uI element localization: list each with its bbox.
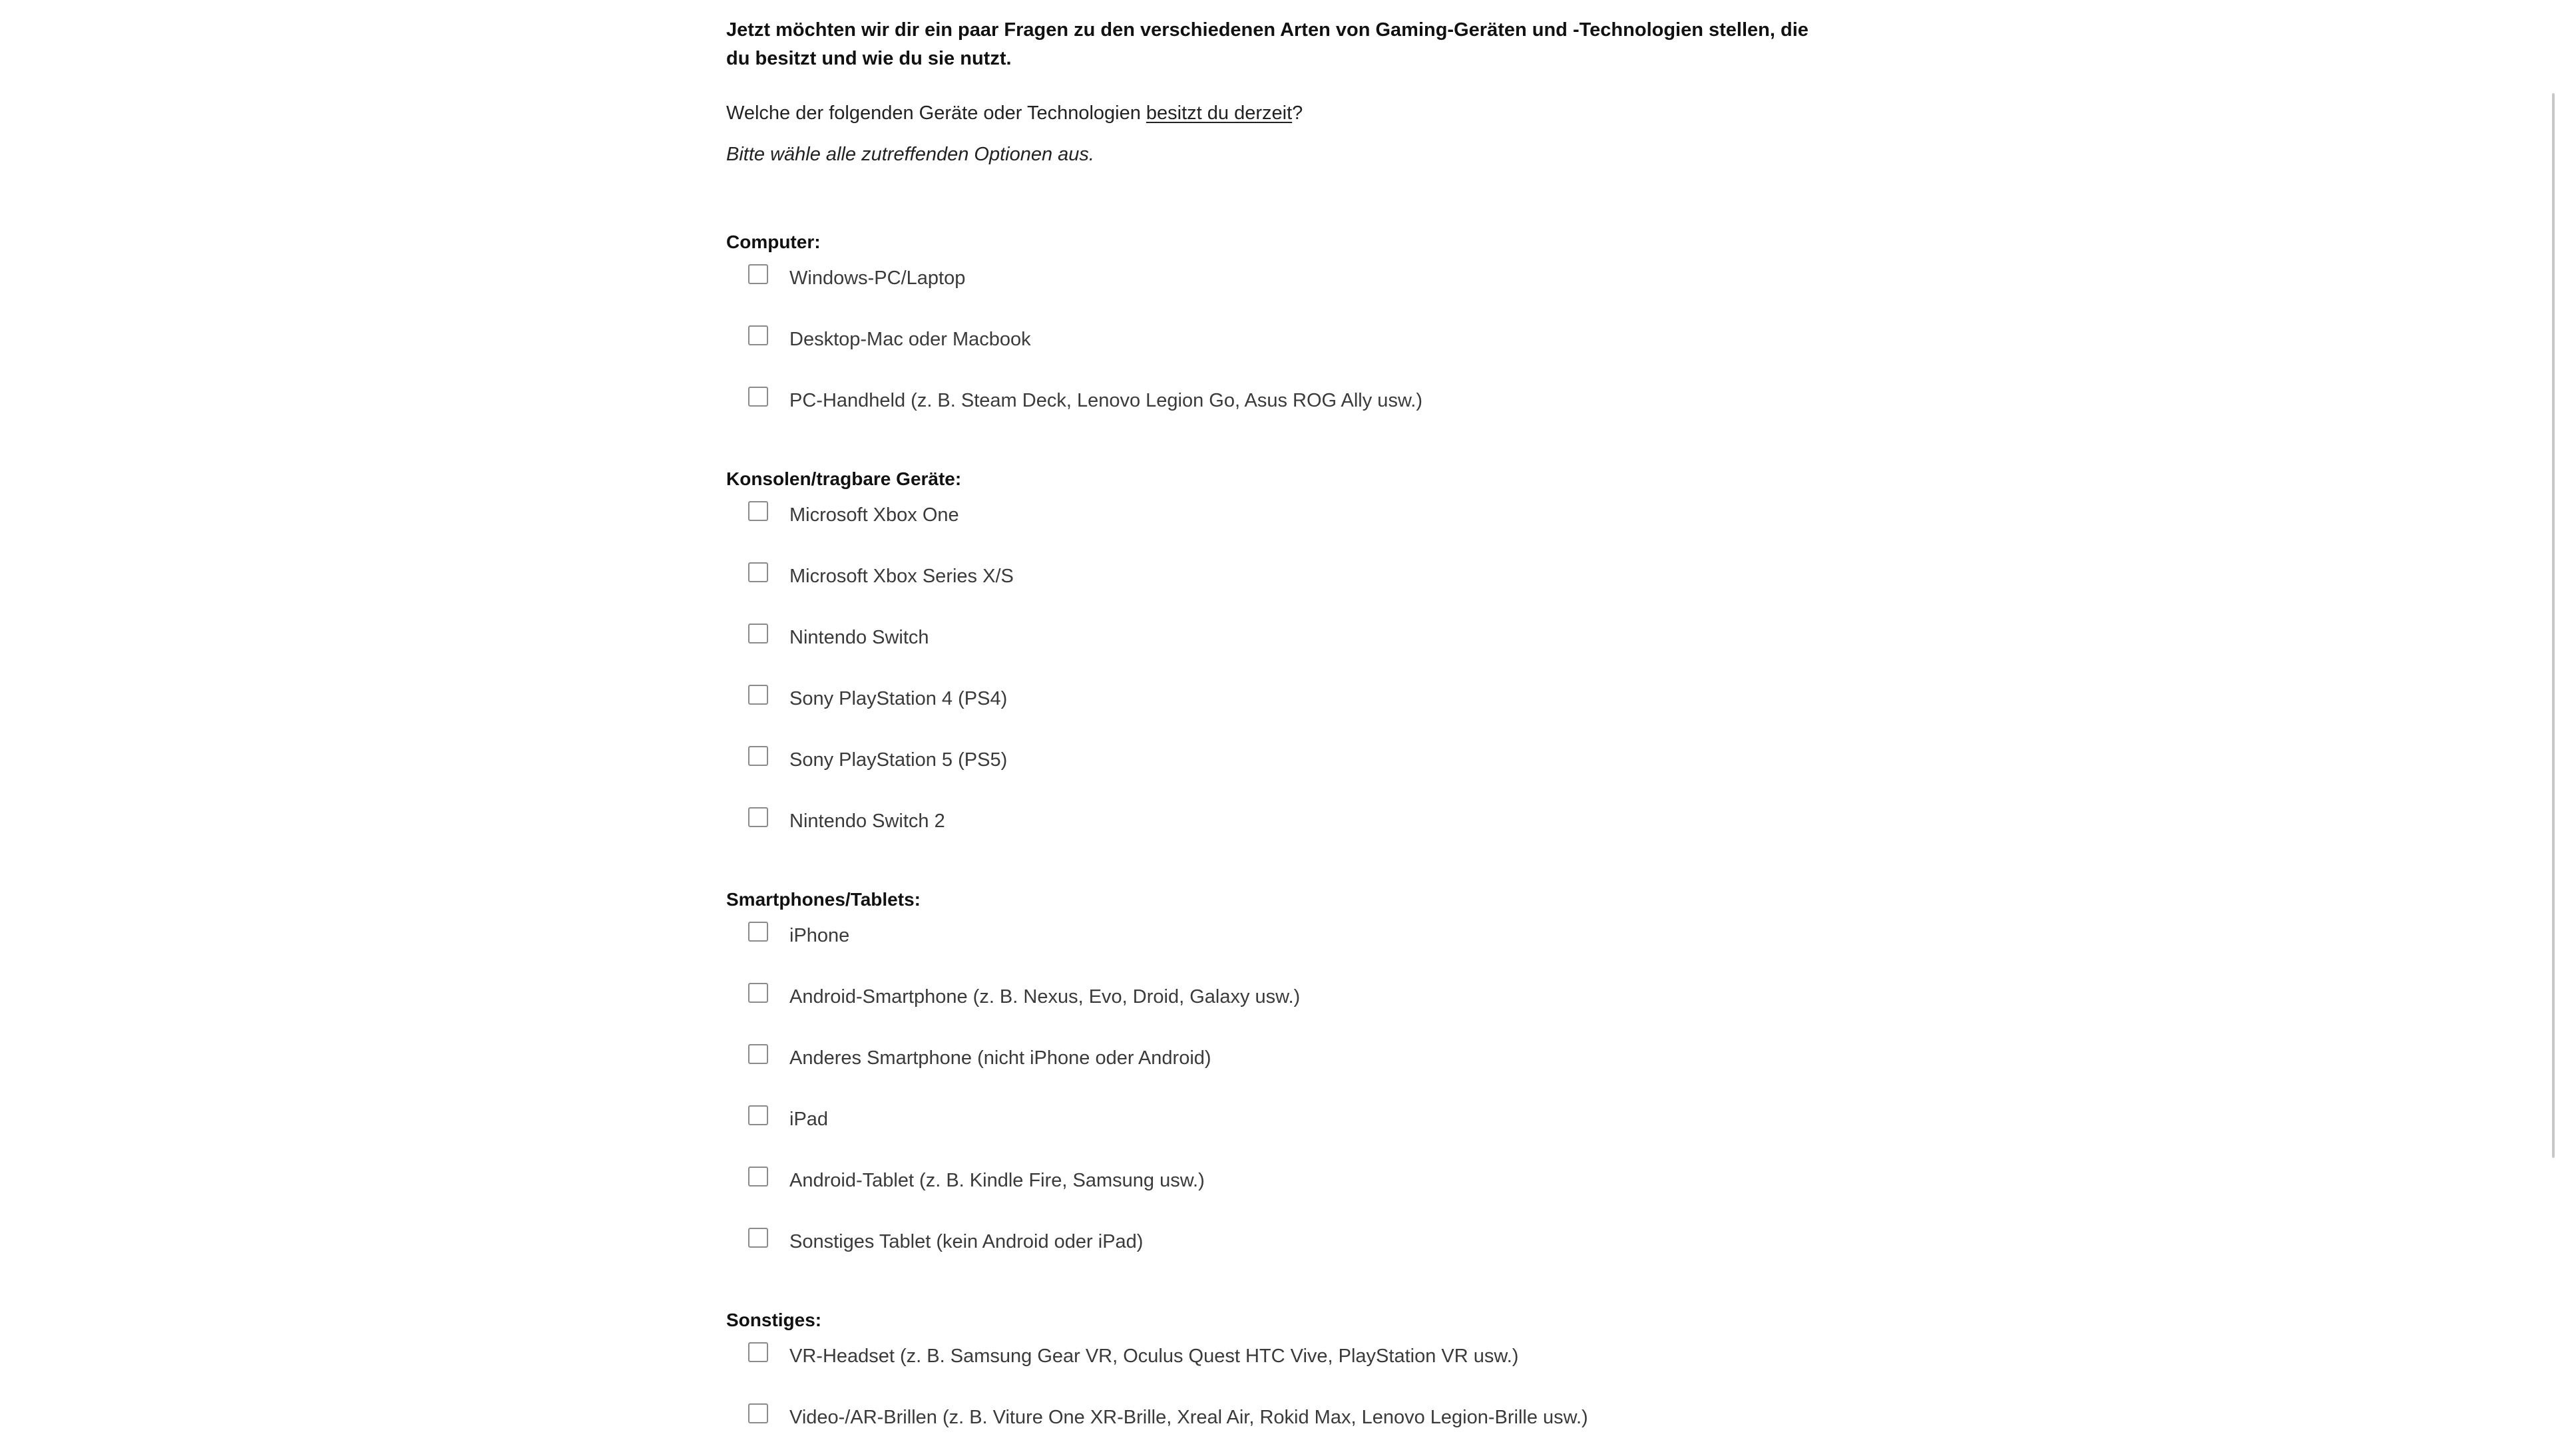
- checkbox-option[interactable]: [726, 1097, 1831, 1158]
- checkbox[interactable]: [748, 983, 768, 1003]
- checkbox-option[interactable]: [726, 492, 1831, 554]
- checkbox-label[interactable]: Nintendo Switch: [789, 627, 929, 648]
- group-title: Smartphones/Tablets:: [726, 889, 921, 910]
- question-prefix: Welche der folgenden Geräte oder Technologien: [726, 102, 1146, 124]
- question-emphasis: besitzt du derzeit: [1146, 102, 1293, 124]
- option-group: [726, 886, 1831, 1280]
- checkbox[interactable]: [748, 1044, 768, 1064]
- checkbox-option[interactable]: [726, 1334, 1831, 1395]
- checkbox-option[interactable]: [726, 1219, 1831, 1280]
- checkbox[interactable]: [748, 746, 768, 766]
- checkbox-option[interactable]: [726, 676, 1831, 737]
- intro-text: Jetzt möchten wir dir ein paar Fragen zu den verschiedenen Arten von Gaming-Geräten und -Technologien stellen, die du besitzt und wie du sie nutzt.: [726, 19, 1809, 69]
- checkbox[interactable]: [748, 562, 768, 582]
- option-groups: [726, 229, 1831, 1456]
- checkbox-option[interactable]: [726, 1395, 1831, 1456]
- scrollbar[interactable]: [2549, 0, 2556, 1437]
- checkbox-label[interactable]: iPhone: [789, 925, 850, 946]
- checkbox-option[interactable]: [726, 317, 1831, 378]
- checkbox[interactable]: [748, 685, 768, 705]
- question-suffix: ?: [1292, 102, 1303, 124]
- checkbox-option[interactable]: [726, 974, 1831, 1035]
- checkbox[interactable]: [748, 807, 768, 827]
- checkbox-option[interactable]: [726, 1158, 1831, 1219]
- checkbox-option[interactable]: [726, 554, 1831, 615]
- checkbox-option[interactable]: [726, 378, 1831, 439]
- checkbox-option[interactable]: [726, 737, 1831, 799]
- option-group: [726, 229, 1831, 439]
- option-group: [726, 1307, 1831, 1456]
- checkbox-label[interactable]: Video-/AR-Brillen (z. B. Viture One XR-Brille, Xreal Air, Rokid Max, Lenovo Legion-Brille usw.): [789, 1407, 1588, 1428]
- checkbox-option[interactable]: [726, 799, 1831, 860]
- checkbox[interactable]: [748, 1342, 768, 1362]
- checkbox-label[interactable]: Android-Smartphone (z. B. Nexus, Evo, Droid, Galaxy usw.): [789, 986, 1301, 1007]
- checkbox-label[interactable]: Nintendo Switch 2: [789, 811, 945, 832]
- checkbox[interactable]: [748, 1105, 768, 1125]
- instruction-text: Bitte wähle alle zutreffenden Optionen aus.: [726, 144, 1094, 165]
- checkbox-label[interactable]: Windows-PC/Laptop: [789, 268, 966, 289]
- scrollbar-thumb[interactable]: [2552, 93, 2555, 1158]
- checkbox-label[interactable]: iPad: [789, 1109, 829, 1130]
- group-title: Computer:: [726, 232, 821, 252]
- checkbox-option[interactable]: [726, 615, 1831, 676]
- checkbox[interactable]: [748, 501, 768, 521]
- checkbox-label[interactable]: Microsoft Xbox One: [789, 504, 959, 526]
- group-title: Konsolen/tragbare Geräte:: [726, 468, 962, 489]
- checkbox-label[interactable]: Sonstiges Tablet (kein Android oder iPad): [789, 1231, 1144, 1252]
- checkbox-label[interactable]: Sony PlayStation 4 (PS4): [789, 688, 1008, 709]
- option-group: [726, 466, 1831, 860]
- checkbox[interactable]: [748, 264, 768, 284]
- checkbox[interactable]: [748, 1167, 768, 1186]
- checkbox-option[interactable]: [726, 256, 1831, 317]
- question-text: [726, 100, 1831, 126]
- checkbox-label[interactable]: Sony PlayStation 5 (PS5): [789, 749, 1008, 771]
- checkbox-option[interactable]: [726, 1035, 1831, 1097]
- checkbox-label[interactable]: PC-Handheld (z. B. Steam Deck, Lenovo Legion Go, Asus ROG Ally usw.): [789, 390, 1422, 411]
- checkbox-label[interactable]: VR-Headset (z. B. Samsung Gear VR, Oculus Quest HTC Vive, PlayStation VR usw.): [789, 1346, 1519, 1367]
- checkbox-label[interactable]: Microsoft Xbox Series X/S: [789, 566, 1014, 587]
- checkbox-label[interactable]: Anderes Smartphone (nicht iPhone oder Android): [789, 1047, 1211, 1069]
- checkbox[interactable]: [748, 922, 768, 942]
- checkbox[interactable]: [748, 624, 768, 643]
- checkbox[interactable]: [748, 1228, 768, 1248]
- checkbox[interactable]: [748, 325, 768, 345]
- checkbox-label[interactable]: Android-Tablet (z. B. Kindle Fire, Samsung usw.): [789, 1170, 1205, 1191]
- checkbox[interactable]: [748, 1403, 768, 1423]
- group-title: Sonstiges:: [726, 1310, 822, 1330]
- checkbox-label[interactable]: Desktop-Mac oder Macbook: [789, 329, 1031, 350]
- checkbox-option[interactable]: [726, 913, 1831, 974]
- checkbox[interactable]: [748, 387, 768, 407]
- survey-content: [726, 16, 1831, 1456]
